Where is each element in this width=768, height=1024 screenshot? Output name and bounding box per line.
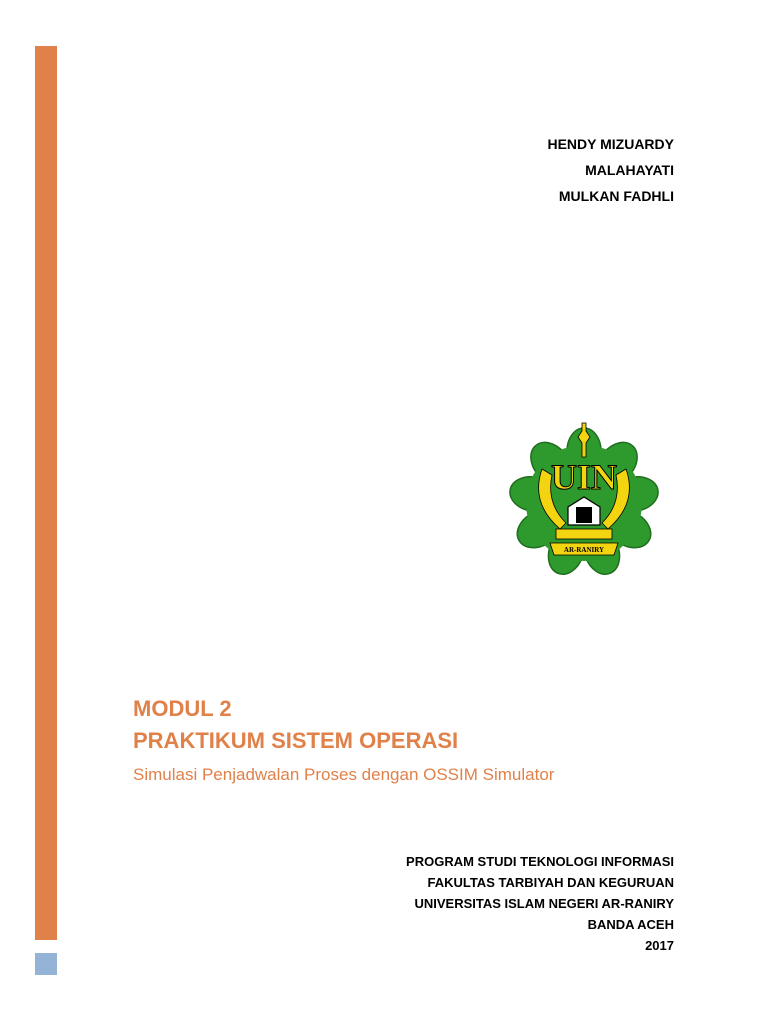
author-name: HENDY MIZUARDY xyxy=(547,136,674,152)
course-title: PRAKTIKUM SISTEM OPERASI xyxy=(133,728,459,753)
logo-ribbon-text: AR-RANIRY xyxy=(563,546,605,554)
university-logo xyxy=(508,417,660,579)
side-accent-bar xyxy=(35,46,57,940)
logo-kaaba xyxy=(576,507,592,523)
module-subtitle: Simulasi Penjadwalan Proses dengan OSSIM Simulator xyxy=(133,765,555,784)
author-list xyxy=(547,131,674,209)
city: BANDA ACEH xyxy=(587,917,674,932)
author-name: MULKAN FADHLI xyxy=(558,188,674,204)
university: UNIVERSITAS ISLAM NEGERI AR-RANIRY xyxy=(414,896,674,911)
module-number: MODUL 2 xyxy=(133,696,232,721)
author-name: MALAHAYATI xyxy=(585,162,674,178)
study-program: PROGRAM STUDI TEKNOLOGI INFORMASI xyxy=(406,854,674,869)
side-accent-square xyxy=(35,953,57,975)
logo-letters: UIN xyxy=(550,457,618,497)
faculty: FAKULTAS TARBIYAH DAN KEGURUAN xyxy=(427,875,674,890)
title-block xyxy=(133,693,554,787)
logo-base xyxy=(556,529,612,539)
year: 2017 xyxy=(645,938,674,953)
institution-block xyxy=(406,851,674,956)
